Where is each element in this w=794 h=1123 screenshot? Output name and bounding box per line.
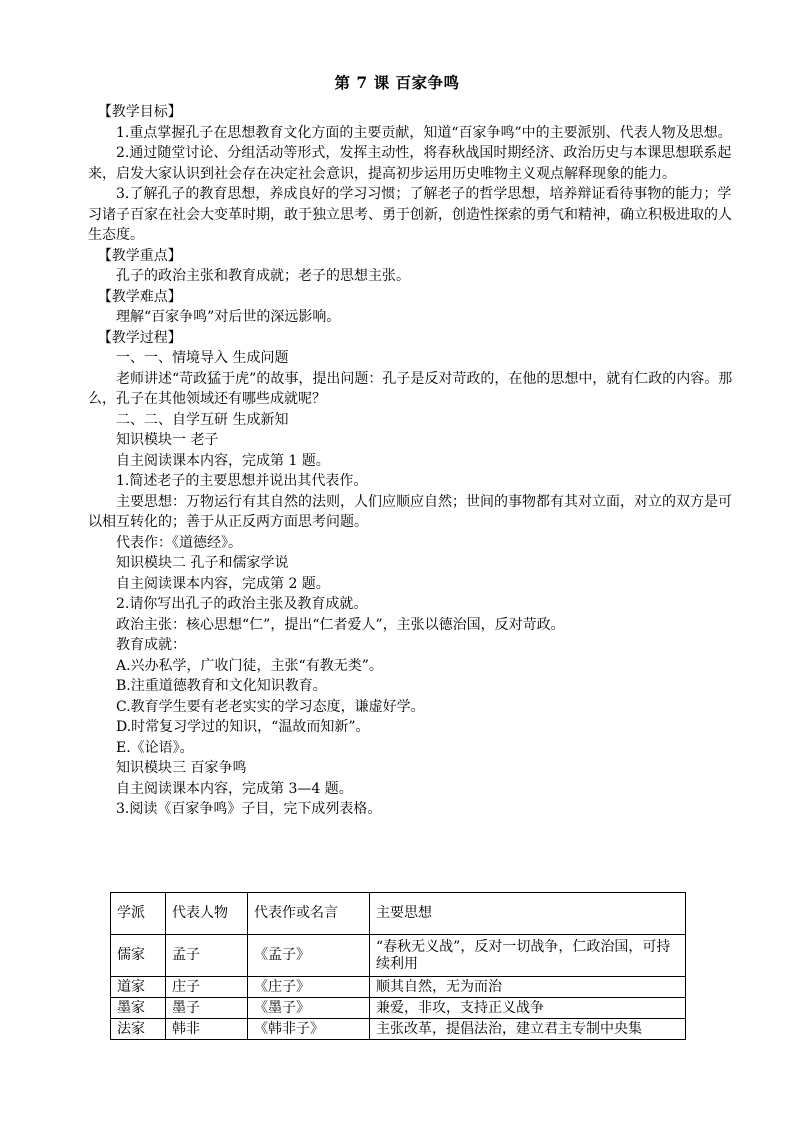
- question-1: 1.简述老子的主要思想并说出其代表作。: [116, 473, 368, 489]
- table-cell: 儒家: [111, 935, 166, 977]
- section-heading-focus: 【教学重点】: [97, 247, 182, 264]
- table-header-cell: 代表作或名言: [248, 893, 370, 935]
- section-heading-difficulty: 【教学难点】: [97, 288, 182, 305]
- goal-3: 3.了解孔子的教育思想，养成良好的学习习惯；了解老子的哲学思想，培养辩证看待事物的能力；学习诸子百家在社会大变革时期，敢于独立思考、勇于创新，创造性探索的勇气和精神，确立积极进取的人生态度。: [88, 186, 732, 243]
- module-3-title: 知识模块三 百家争鸣: [116, 760, 247, 776]
- question-1-work: 代表作：《道德经》。: [116, 534, 242, 551]
- question-1-answer: 主要思想：万物运行有其自然的法则，人们应顺应自然；世间的事物都有其对立面，对立的双方是可以相互转化的；善于从正反两方面思考问题。: [88, 493, 732, 530]
- table-header-cell: 学派: [111, 893, 166, 935]
- table-cell: 孟子: [166, 935, 248, 977]
- table-header-cell: 主要思想: [370, 893, 686, 935]
- table-cell: 墨子: [166, 998, 248, 1019]
- table-cell: 主张改革，提倡法治，建立君主专制中央集: [370, 1019, 686, 1040]
- table-cell: “春秋无义战”，反对一切战争，仁政治国，可持续利用: [370, 935, 686, 977]
- question-2-item-c: C.教育学生要有老老实实的学习态度，谦虚好学。: [116, 698, 425, 715]
- module-1-read: 自主阅读课本内容，完成第 1 题。: [116, 452, 330, 469]
- table-cell: 墨家: [111, 998, 166, 1019]
- goal-2: 2.通过随堂讨论、分组活动等形式，发挥主动性，将春秋战国时期经济、政治历史与本课思想联系起来，启发大家认识到社会存在决定社会意识，提高初步运用历史唯物主义观点解释现象的能力。: [88, 145, 732, 182]
- table-cell: 道家: [111, 977, 166, 998]
- question-2-politics: 政治主张：核心思想“仁”，提出“仁者爱人”，主张以德治国，反对苛政。: [116, 616, 565, 633]
- table-cell: 《庄子》: [248, 977, 370, 998]
- difficulty-text: 理解“百家争鸣”对后世的深远影响。: [116, 309, 341, 325]
- module-1-title: 知识模块一 老子: [116, 432, 219, 448]
- question-2: 2.请你写出孔子的政治主张及教育成就。: [116, 596, 368, 612]
- table-cell: 韩非: [166, 1019, 248, 1040]
- module-2-title: 知识模块二 孔子和儒家学说: [116, 555, 289, 571]
- step-2-title: 二、二、自学互研 生成新知: [116, 411, 289, 428]
- lesson-body: [88, 102, 733, 820]
- question-2-item-a: A.兴办私学，广收门徒，主张“有教无类”。: [116, 657, 383, 674]
- table-header-row: [111, 893, 686, 935]
- table-row: [111, 998, 686, 1019]
- table-cell: 《孟子》: [248, 935, 370, 977]
- section-heading-goals: 【教学目标】: [97, 104, 182, 120]
- step-1-text: 老师讲述“苛政猛于虎”的故事，提出问题：孔子是反对苛政的，在他的思想中，就有仁政的内容。那么，孔子在其他领域还有哪些成就呢？: [88, 370, 733, 407]
- table-cell: 《韩非子》: [248, 1019, 370, 1040]
- module-3-read: 自主阅读课本内容，完成第 3—4 题。: [116, 780, 353, 797]
- goal-1: 1.重点掌握孔子在思想教育文化方面的主要贡献，知道“百家争鸣”中的主要派别、代表人物及思想。: [116, 124, 732, 141]
- module-2-read: 自主阅读课本内容，完成第 2 题。: [116, 575, 330, 592]
- question-2-item-b: B.注重道德教育和文化知识教育。: [116, 678, 327, 694]
- focus-text: 孔子的政治主张和教育成就；老子的思想主张。: [116, 268, 410, 284]
- question-3: 3.阅读《百家争鸣》子目，完下成列表格。: [116, 801, 382, 817]
- section-heading-process: 【教学过程】: [97, 329, 182, 346]
- schools-table: [110, 892, 686, 1040]
- question-2-item-d: D.时常复习学过的知识，“温故而知新”。: [116, 719, 370, 735]
- table-cell: 兼爱，非攻，支持正义战争: [370, 998, 686, 1019]
- question-2-education-label: 教育成就：: [116, 637, 186, 653]
- table-header-cell: 代表人物: [166, 893, 248, 935]
- table-row: [111, 1019, 686, 1040]
- table-row: [111, 977, 686, 998]
- lesson-title: 第 7 课 百家争鸣: [334, 73, 460, 92]
- table-row: [111, 935, 686, 977]
- step-1-title: 一、一、情境导入 生成问题: [116, 350, 289, 366]
- table-cell: 《墨子》: [248, 998, 370, 1019]
- question-2-item-e: E.《论语》。: [116, 739, 194, 756]
- table-cell: 庄子: [166, 977, 248, 998]
- table-cell: 法家: [111, 1019, 166, 1040]
- table-cell: 顺其自然，无为而治: [370, 977, 686, 998]
